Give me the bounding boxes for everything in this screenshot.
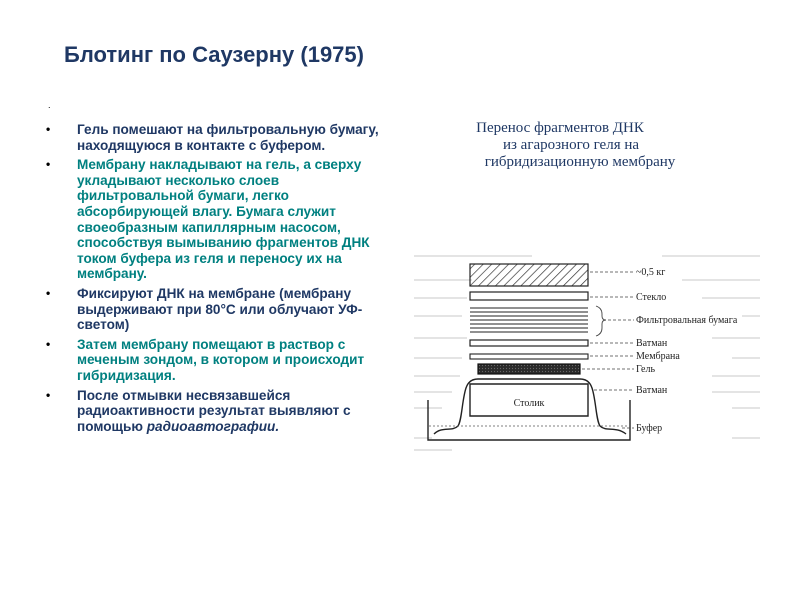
glass-plate xyxy=(470,292,588,300)
membrane-layer xyxy=(470,354,588,359)
weight-block xyxy=(470,264,588,286)
bullet-item-hybridization xyxy=(46,337,391,384)
label-membrane: Мембрана xyxy=(636,351,680,362)
caption-line-1: Перенос фрагментов ДНК xyxy=(476,120,644,136)
label-buffer: Буфер xyxy=(636,423,663,434)
bullet-text: Затем мембрану помещают в раствор с меченым зондом, в котором и происходит гибридизация. xyxy=(77,336,365,383)
stray-mark: . xyxy=(48,100,51,110)
bullet-dot-icon: • xyxy=(46,157,51,172)
table-label: Столик xyxy=(513,398,545,409)
gel-layer xyxy=(478,364,580,374)
bullet-dot-icon: • xyxy=(46,387,51,402)
bullet-text: После отмывки несвязавшейся радиоактивности результат выявляют с помощью xyxy=(77,387,351,434)
southern-blot-diagram xyxy=(412,250,762,460)
bullet-dot-icon: • xyxy=(46,336,51,351)
leader-lines xyxy=(582,272,634,428)
bullet-list xyxy=(46,122,391,438)
caption-line-3: гибридизационную мембрану xyxy=(484,154,676,170)
bullet-dot-icon: • xyxy=(46,122,51,136)
bullet-italic-term: радиоавтографии. xyxy=(146,418,280,434)
filter-paper-stack xyxy=(470,308,588,332)
label-whatman-top: Ватман xyxy=(636,338,668,349)
slide-title: Блотинг по Саузерну (1975) xyxy=(64,42,364,67)
figure-caption xyxy=(430,120,730,171)
whatman-top-layer xyxy=(470,340,588,346)
bullet-text: Фиксируют ДНК на мембране (мембрану выдерживают при 80°С или облучают УФ-светом) xyxy=(77,285,363,333)
label-glass: Стекло xyxy=(636,292,667,303)
bullet-text: Мембрану накладывают на гель, а сверху укладывают несколько слоев фильтровальной бумаги, легко абсорбирующей влагу. Бумага служит своеобразным капиллярным насосом, способствуя вымыванию фрагментов ДНК током буфера из геля и переносу их на мембрану. xyxy=(77,157,370,282)
bullet-item-fix-dna xyxy=(46,286,391,333)
bullet-dot-icon: • xyxy=(46,285,51,300)
caption-line-2: из агарозного геля на xyxy=(502,137,640,153)
bullet-item-gel-on-paper xyxy=(46,122,391,153)
bullet-item-membrane-on-gel xyxy=(46,157,391,282)
bullet-text: Гель помешают на фильтровальную бумагу, находящуюся в контакте с буфером. xyxy=(77,122,379,153)
bullet-item-autoradiography xyxy=(46,388,391,435)
label-filter-paper: Фильтровальная бумага xyxy=(636,315,738,326)
label-weight: ~0,5 кг xyxy=(636,267,666,278)
label-whatman-bottom: Ватман xyxy=(636,385,668,396)
blot-diagram-svg xyxy=(412,250,762,460)
label-gel: Гель xyxy=(636,364,656,375)
filter-paper-bracket xyxy=(596,306,606,336)
